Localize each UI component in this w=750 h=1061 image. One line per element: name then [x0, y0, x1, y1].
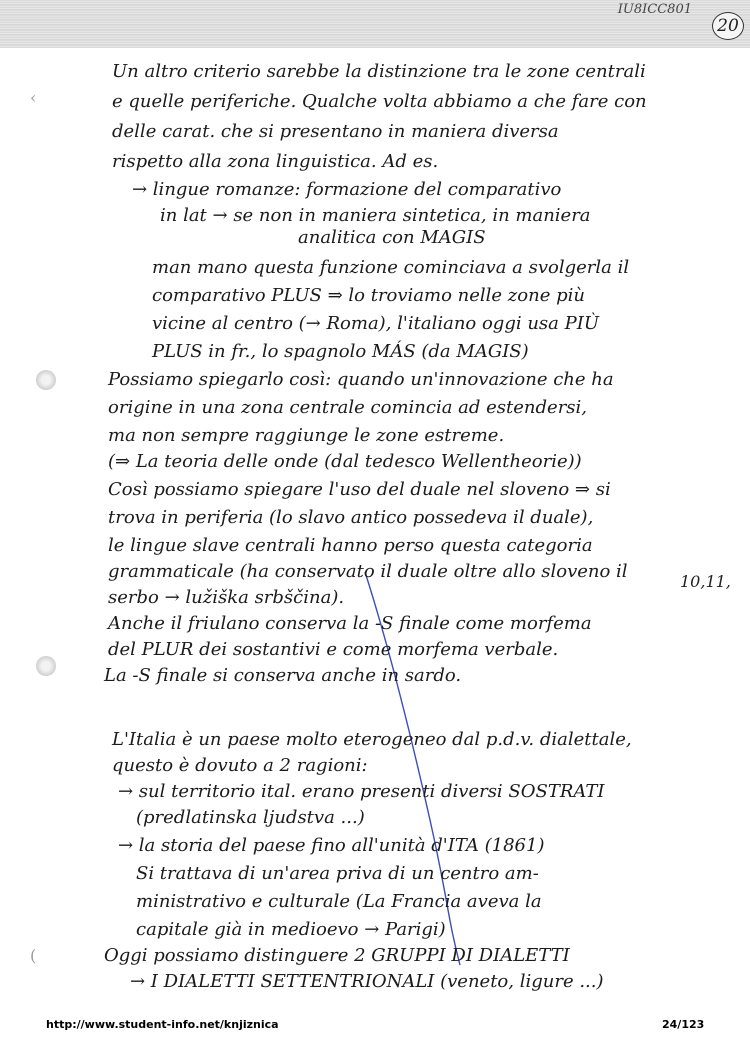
note-line: (⇒ La teoria delle onde (dal tedesco Wellentheorie)): [108, 451, 582, 472]
note-line: del PLUR dei sostantivi e come morfema verbale.: [108, 639, 559, 660]
note-line: e quelle periferiche. Qualche volta abbiamo a che fare con: [112, 91, 647, 112]
note-line: Si trattava di un'area priva di un centro am-: [136, 863, 539, 884]
note-line: grammaticale (ha conservato il duale oltre allo sloveno il: [108, 561, 628, 582]
note-line: Anche il friulano conserva la -S finale come morfema: [108, 613, 592, 634]
note-line: Oggi possiamo distinguere 2 GRUPPI DI DIALETTI: [104, 945, 570, 966]
note-line: → la storia del paese fino all'unità d'ITA (1861): [118, 835, 545, 856]
note-line: rispetto alla zona linguistica. Ad es.: [112, 151, 439, 172]
note-line: analitica con MAGIS: [298, 227, 486, 248]
note-line: serbo → lužiška srbščina).: [108, 587, 345, 608]
margin-mark-bottom: (: [30, 946, 37, 965]
header-note: IU8ICC801: [617, 2, 692, 17]
note-line: ma non sempre raggiunge le zone estreme.: [108, 425, 505, 446]
note-line: capitale già in medioevo → Parigi): [136, 919, 446, 940]
note-line: → I DIALETTI SETTENTRIONALI (veneto, ligure ...): [130, 971, 604, 992]
page-number-circle: 20: [712, 12, 744, 40]
note-line: (predlatinska ljudstva ...): [136, 807, 365, 828]
note-line: origine in una zona centrale comincia ad estendersi,: [108, 397, 588, 418]
margin-side-note: 10,11,: [680, 572, 731, 591]
note-line: Un altro criterio sarebbe la distinzione tra le zone centrali: [112, 61, 646, 82]
note-line: PLUS in fr., lo spagnolo MÁS (da MAGIS): [152, 341, 529, 362]
note-line: La -S finale si conserva anche in sardo.: [104, 665, 462, 686]
note-line: le lingue slave centrali hanno perso questa categoria: [108, 535, 593, 556]
note-line: → sul territorio ital. erano presenti diversi SOSTRATI: [118, 781, 605, 802]
note-line: vicine al centro (→ Roma), l'italiano oggi usa PIÙ: [152, 313, 600, 334]
note-line: delle carat. che si presentano in maniera diversa: [112, 121, 559, 142]
footer-page-counter: 24/123: [662, 1018, 705, 1031]
note-line: Così possiamo spiegare l'uso del duale nel sloveno ⇒ si: [108, 479, 611, 500]
footer-url-link[interactable]: http://www.student-info.net/knjiznica: [46, 1018, 279, 1031]
note-line: L'Italia è un paese molto eterogeneo dal p.d.v. dialettale,: [112, 729, 632, 750]
note-line: man mano questa funzione cominciava a svolgerla il: [152, 257, 630, 278]
note-line: Possiamo spiegarlo così: quando un'innovazione che ha: [108, 369, 614, 390]
note-line: in lat → se non in maniera sintetica, in maniera: [160, 205, 591, 226]
note-line: → lingue romanze: formazione del comparativo: [132, 179, 562, 200]
note-line: ministrativo e culturale (La Francia aveva la: [136, 891, 542, 912]
note-line: trova in periferia (lo slavo antico possedeva il duale),: [108, 507, 594, 528]
note-line: comparativo PLUS ⇒ lo troviamo nelle zone più: [152, 285, 585, 306]
margin-mark-top: ‹: [30, 88, 37, 107]
note-line: questo è dovuto a 2 ragioni:: [112, 755, 368, 776]
